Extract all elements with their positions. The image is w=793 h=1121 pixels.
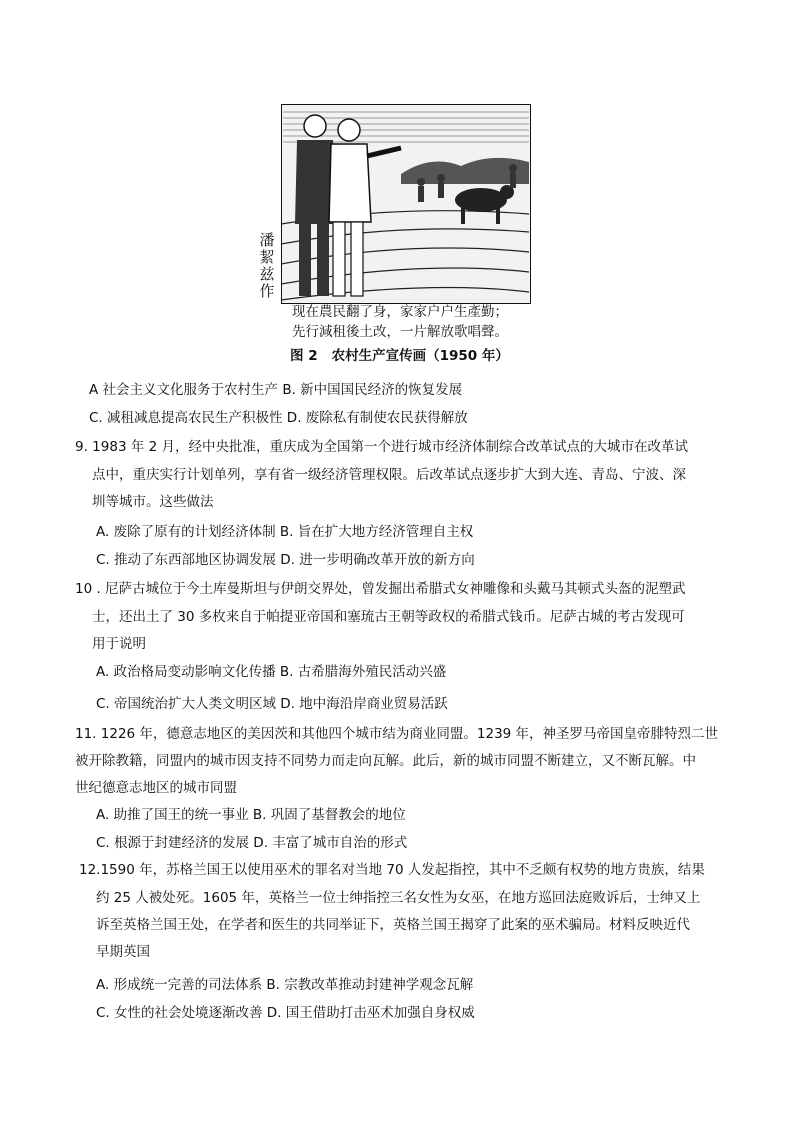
figure-title: 农村生产宣传画（1950 年）	[331, 348, 509, 364]
q10-options-ab: A. 政治格局变动影响文化传播 B. 古希腊海外殖民活动兴盛	[96, 664, 447, 680]
q9-stem-line: 点中，重庆实行计划单列，享有省一级经济管理权限。后改革试点逐步扩大到大连、青岛、宁波、深	[92, 467, 686, 483]
q10-stem-line: 士，还出土了 30 多枚来自于帕提亚帝国和塞琉古王朝等政权的希腊式钱币。尼萨古城的考古发现可	[92, 609, 685, 625]
q8-options-ab: A 社会主义文化服务于农村生产 B. 新中国国民经济的恢复发展	[89, 382, 463, 398]
q9-stem-line: 圳等城市。这些做法	[92, 494, 214, 510]
q12-options-ab: A. 形成统一完善的司法体系 B. 宗教改革推动封建神学观念瓦解	[96, 977, 474, 993]
figure-label	[290, 344, 509, 364]
artist-signature	[257, 232, 277, 300]
q11-options-cd: C. 根源于封建经济的发展 D. 丰富了城市自治的形式	[96, 835, 408, 851]
artist-char: 兹	[259, 265, 275, 283]
q11-stem-line: 世纪德意志地区的城市同盟	[75, 780, 237, 796]
figure-caption	[292, 302, 542, 342]
artist-char: 潘	[259, 231, 275, 249]
q12-stem-line: 诉至英格兰国王处，在学者和医生的共同举证下，英格兰国王揭穿了此案的巫术骗局。材料反映近代	[96, 917, 690, 933]
q12-stem-line: 早期英国	[96, 944, 150, 960]
artist-char: 作	[259, 282, 275, 300]
q9-options-ab: A. 废除了原有的计划经济体制 B. 旨在扩大地方经济管理自主权	[96, 524, 474, 540]
q10-stem-line: 10 . 尼萨古城位于今土库曼斯坦与伊朗交界处，曾发掘出希腊式女神雕像和头戴马其顿式头盔的泥塑武	[75, 581, 686, 597]
q11-stem-line: 被开除教籍，同盟内的城市因支持不同势力而走向瓦解。此后，新的城市同盟不断建立，又不断瓦解。中	[75, 753, 696, 769]
q12-stem-line: 12.1590 年，苏格兰国王以使用巫术的罪名对当地 70 人发起指控，其中不乏颇有权势的地方贵族，结果	[79, 862, 705, 878]
q9-options-cd: C. 推动了东西部地区协调发展 D. 进一步明确改革开放的新方向	[96, 552, 475, 568]
q12-stem-line: 约 25 人被处死。1605 年，英格兰一位士绅指控三名女性为女巫，在地方巡回法庭败诉后，士绅又上	[96, 890, 701, 906]
q11-options-ab: A. 助推了国王的统一事业 B. 巩固了基督教会的地位	[96, 807, 406, 823]
q9-stem-line: 9. 1983 年 2 月，经中央批准，重庆成为全国第一个进行城市经济体制综合改革试点的大城市在改革试	[75, 439, 688, 455]
q10-options-cd: C. 帝国统治扩大人类文明区域 D. 地中海沿岸商业贸易活跃	[96, 696, 448, 712]
propaganda-illustration	[281, 104, 531, 304]
q8-options-cd: C. 减租减息提高农民生产积极性 D. 废除私有制使农民获得解放	[89, 410, 468, 426]
caption-line: 先行減租後土改，一片解放歌唱聲。	[292, 324, 508, 340]
artist-char: 絜	[259, 248, 275, 266]
q10-stem-line: 用于说明	[92, 636, 146, 652]
q12-options-cd: C. 女性的社会处境逐渐改善 D. 国王借助打击巫术加强自身权威	[96, 1005, 475, 1021]
q11-stem-line: 11. 1226 年，德意志地区的美因茨和其他四个城市结为商业同盟。1239 年，神圣罗马帝国皇帝腓特烈二世	[75, 726, 719, 742]
figure-number: 图 2	[290, 348, 318, 364]
caption-line: 现在農民翻了身，家家户户生產勤；	[292, 304, 508, 320]
